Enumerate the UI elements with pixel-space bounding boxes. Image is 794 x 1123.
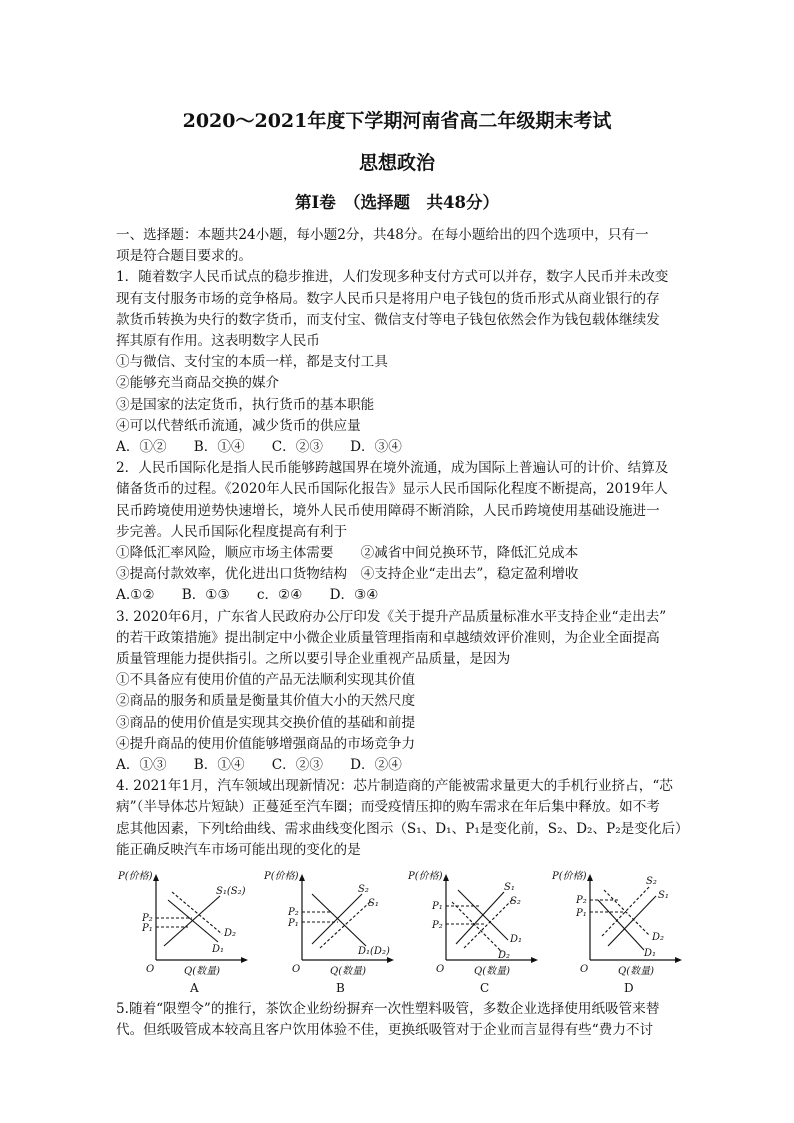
graph-c-x-axis: Q(数量) <box>474 966 511 978</box>
graph-d-label: P₁ <box>576 908 587 920</box>
graph-d-option: D <box>624 981 634 995</box>
q1-options: A．①② B．①④ C．②③ D．③④ <box>116 439 402 456</box>
graph-a <box>116 864 256 984</box>
q3-stem-line: 质量管理能力提供指引。之所以要引导企业重视产品质量，是因为 <box>116 651 511 668</box>
graph-c-option: C <box>480 981 490 995</box>
exam-title: 2020～2021年度下学期河南省高二年级期末考试 <box>182 110 612 132</box>
q3-item: ①不具备应有使用价值的产品无法顺利实现其价值 <box>116 672 416 689</box>
q3-stem-line: 的若干政策措施》提出制定中小微企业质量管理指南和卓越绩效评价准则，为企业全面提高 <box>116 629 660 646</box>
graph-a-label: P₁ <box>142 923 153 935</box>
graph-a-label: D₂ <box>224 928 237 940</box>
q4-stem-line: 虑其他因素，下列t给曲线、需求曲线变化图示（S₁、D₁、P₁是变化前，S₂、D₂、P₂是变化后） <box>116 820 689 837</box>
q3-item: ④提升商品的使用价值能够增强商品的市场竞争力 <box>116 735 416 752</box>
graph-b-x-axis: Q(数量) <box>330 966 367 978</box>
graph-a-label: S₁(S₂) <box>216 886 246 898</box>
q1-item: ③是国家的法定货币，执行货币的基本职能 <box>116 396 375 413</box>
graph-d-origin: O <box>580 964 589 976</box>
graph-a-origin: O <box>146 964 155 976</box>
graph-c-label: P₁ <box>432 901 443 913</box>
q1-item: ①与微信、支付宝的本质一样，都是支付工具 <box>116 354 388 371</box>
q1-stem-line: 款货币转换为央行的数字货币，而支付宝、微信支付等电子钱包依然会作为钱包载体继续发 <box>116 311 660 328</box>
graph-a-option: A <box>190 981 199 995</box>
q4-stem-line: 4. 2021年1月，汽车领域出现新情况：芯片制造商的产能被需求量更大的手机行业挤占，“芯 <box>116 778 673 795</box>
graph-b-label: D₁(D₂) <box>358 946 390 958</box>
graph-d-label: S₁ <box>658 890 669 902</box>
q3-stem-line: 3. 2020年6月，广东省人民政府办公厅印发《关于提升产品质量标准水平支持企业“走出去” <box>116 608 667 625</box>
graph-b-label: S₂ <box>358 884 369 896</box>
graph-d-label: D₂ <box>652 932 665 944</box>
q3-options: A．①③ B．①④ C．②③ D．②④ <box>116 757 402 774</box>
graph-d <box>550 864 690 984</box>
graph-c-origin: O <box>436 964 445 976</box>
q5-stem-line: 5.随着“限塑令”的推行，茶饮企业纷纷摒弃一次性塑料吸管，多数企业选择使用纸吸管来替 <box>116 1001 660 1018</box>
graph-b-label: P₂ <box>288 907 299 919</box>
q1-item: ②能够充当商品交换的媒介 <box>116 375 280 392</box>
graph-c <box>406 864 546 984</box>
instruction-line: 项是符合题目要求的。 <box>116 248 252 265</box>
q1-stem-line: 挥其原有作用。这表明数字人民币 <box>116 333 320 350</box>
graph-d-label: D₁ <box>644 948 657 960</box>
q4-stem-line: 能正确反映汽车市场可能出现的变化的是 <box>116 841 361 858</box>
graph-b-origin: O <box>292 964 301 976</box>
instruction-line: 一、选择题：本题共24小题，每小题2分，共48分。在每小题给出的四个选项中，只有一 <box>116 227 649 243</box>
graph-b-option: B <box>336 981 345 995</box>
graph-d-label: S₂ <box>646 876 657 888</box>
graph-c-label: D₂ <box>498 950 511 962</box>
exam-body <box>116 225 689 1042</box>
graph-a-label: D₁ <box>212 944 225 956</box>
graph-c-label: S₁ <box>504 882 515 894</box>
graph-d-label: P₂ <box>576 895 587 907</box>
q1-stem-line: 1．随着数字人民币试点的稳步推进，人们发现多种支付方式可以并存，数字人民币并未改变 <box>116 269 669 286</box>
graph-b-label: P₁ <box>288 918 299 930</box>
graph-b-label: S₁ <box>368 898 379 910</box>
graph-a-label: P₂ <box>142 913 153 925</box>
graph-c-y-axis: P(价格) <box>408 871 443 883</box>
q1-item: ④可以代替纸币流通，减少货币的供应量 <box>116 417 361 434</box>
q2-stem-line: 2．人民币国际化是指人民币能够跨越国界在境外流通，成为国际上普遍认可的计价、结算及 <box>116 460 669 477</box>
q2-item: ③提高付款效率，优化进出口货物结构 ④支持企业“走出去”，稳定盈利增收 <box>116 566 579 583</box>
graph-b-y-axis: P(价格) <box>264 871 299 883</box>
q2-options: A.①② B．①③ c．②④ D．③④ <box>116 587 379 604</box>
q3-item: ③商品的使用价值是实现其交换价值的基础和前提 <box>116 714 416 731</box>
graph-d-y-axis: P(价格) <box>552 871 587 883</box>
q2-stem-line: 民币跨境使用逆势快速增长，境外人民币使用障碍不断消除，人民币跨境使用基础设施进一 <box>116 502 660 519</box>
graph-c-label: S₂ <box>510 896 521 908</box>
q3-item: ②商品的服务和质量是衡量其价值大小的天然尺度 <box>116 693 416 710</box>
supply-demand-graphs <box>116 864 682 995</box>
q2-stem-line: 储备货币的过程。《2020年人民币国际化报告》显示人民币国际化程度不断提高，2019年人 <box>116 481 668 498</box>
graph-a-y-axis: P(价格) <box>118 871 153 883</box>
graph-b <box>262 864 402 984</box>
q1-stem-line: 现有支付服务市场的竞争格局。数字人民币只是将用户电子钱包的货币形式从商业银行的存 <box>116 290 660 307</box>
exam-subject: 思想政治 <box>358 152 435 174</box>
q2-item: ①降低汇率风险，顺应市场主体需要 ②减省中间兑换环节，降低汇兑成本 <box>116 545 579 562</box>
graph-c-label: D₁ <box>510 934 523 946</box>
q2-stem-line: 步完善。人民币国际化程度提高有利于 <box>116 523 348 540</box>
graph-d-x-axis: Q(数量) <box>618 966 655 978</box>
q5-stem-line: 代。但纸吸管成本较高且客户饮用体验不佳，更换纸吸管对于企业而言显得有些“费力不讨 <box>116 1022 654 1039</box>
graph-c-label: P₂ <box>432 920 443 932</box>
section-heading: 第Ⅰ卷 （选择题 共48分） <box>295 193 499 212</box>
q4-stem-line: 病”（半导体芯片短缺）正蔓延至汽车圈；而受疫情压抑的购车需求在年后集中释放。如不考 <box>116 799 660 816</box>
graph-a-x-axis: Q(数量) <box>184 966 221 978</box>
